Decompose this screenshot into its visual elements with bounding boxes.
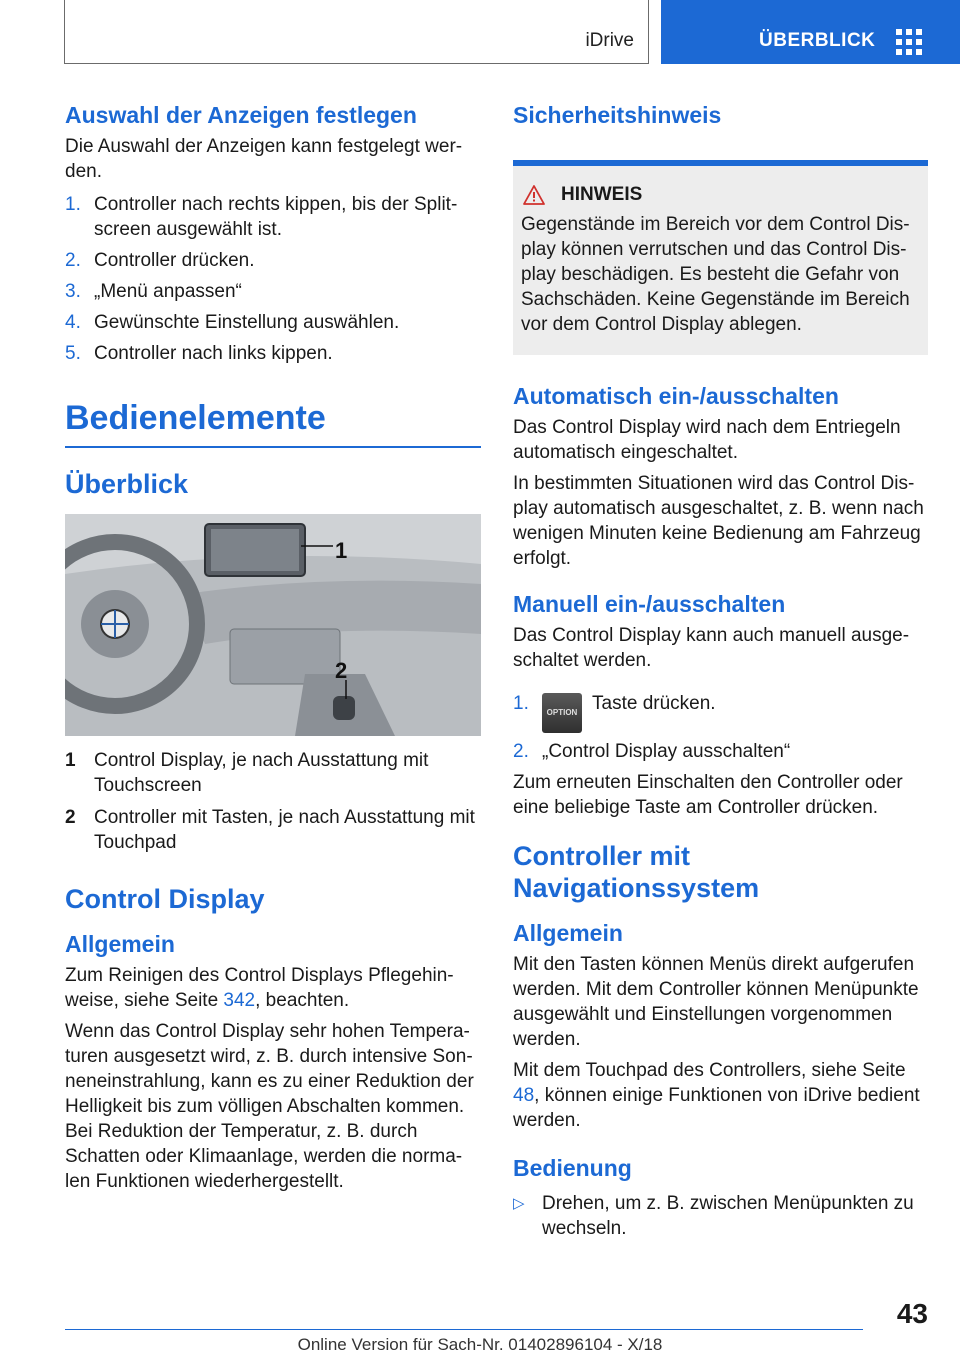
header-chapter-title: ÜBERBLICK [759, 30, 876, 51]
triangle-bullet-icon: ▷ [513, 1195, 525, 1212]
manuell-text: Das Control Display kann auch manuell ausge‐schaltet werden. [513, 625, 910, 671]
left-column [65, 100, 481, 1200]
page-reference-link[interactable]: 342 [223, 990, 256, 1011]
grid-menu-icon[interactable] [896, 29, 922, 55]
header-bar [64, 0, 649, 64]
allgemein-heading-right: Allgemein [513, 920, 623, 946]
auswahl-steps [65, 192, 481, 366]
step-item: 3. „Menü anpassen“ [65, 281, 242, 302]
warning-triangle-icon [523, 185, 545, 205]
ueberblick-heading: Überblick [65, 469, 189, 499]
temperatur-text: Wenn das Control Display sehr hohen Tempera‐turen ausgesetzt wird, z. B. durch intensive Son‐neneinstrahlung, kann es zu einer Reduktion der Helligkeit bis zum völligen Abschalten kommen. Bei Reduktion der Temperatur, z. B. durch Schatten oder Klimaanlage, werden die norma‐len Funktionen wiederhergestellt. [65, 1021, 474, 1192]
bedienung-heading: Bedienung [513, 1155, 632, 1181]
legend-item: 1 Control Display, je nach Ausstattung mit Touchscreen [65, 750, 429, 796]
auswahl-heading: Auswahl der Anzeigen festlegen [65, 102, 417, 128]
reinigen-text: Zum Reinigen des Control Displays Pflegehin‐weise, siehe Seite 342, beachten. [65, 965, 454, 1011]
allgemein-text-1: Mit den Tasten können Menüs direkt aufgerufen werden. Mit dem Controller können Menüpunkte ausgewählt und Einstellungen vorgenommen werden. [513, 954, 919, 1050]
automatisch-text-1: Das Control Display wird nach dem Entriegeln automatisch eingeschaltet. [513, 417, 901, 463]
legend-item: 2 Controller mit Tasten, je nach Ausstattung mit Touchpad [65, 807, 475, 853]
manuell-steps [513, 691, 928, 764]
photo-legend [65, 748, 481, 855]
controller-heading: Controller mit Navigationssystem [513, 841, 760, 903]
step-item: 5. Controller nach links kippen. [65, 343, 333, 364]
allgemein-heading: Allgemein [65, 931, 175, 957]
bedienelemente-heading-block [65, 396, 481, 448]
right-column [513, 100, 928, 1241]
step-item: 4. Gewünschte Einstellung auswählen. [65, 312, 400, 333]
step-item: 2. Controller drücken. [65, 250, 255, 271]
sicherheitshinweis-heading: Sicherheitshinweis [513, 102, 722, 128]
page-reference-link[interactable]: 48 [513, 1085, 535, 1106]
automatisch-text-2: In bestimmten Situationen wird das Control Dis‐play automatisch ausgeschaltet, z. B. wenn nach wenigen Minuten keine Bedienung am Fahrzeug erfolgt. [513, 473, 924, 569]
notice-label: HINWEIS [561, 184, 643, 205]
step-item: 2. „Control Display ausschalten“ [513, 741, 791, 762]
step-item: 1. OPTION Taste drücken. [513, 691, 928, 733]
manuell-after-text: Zum erneuten Einschalten den Controller oder eine beliebige Taste am Controller drücken. [513, 772, 903, 818]
notice-box [513, 160, 928, 355]
callout-label: 2 [335, 658, 348, 683]
callout-label: 1 [335, 538, 348, 563]
footer-online-version: Online Version für Sach-Nr. 01402896104 - X/18 [297, 1335, 663, 1354]
page-number: 43 [896, 1298, 928, 1329]
option-button-icon: OPTION [542, 693, 582, 733]
automatisch-heading: Automatisch ein-/ausschalten [513, 383, 839, 409]
step-item: 1. Controller nach rechts kippen, bis der Split‐screen ausgewählt ist. [65, 194, 458, 240]
list-item: ▷ Drehen, um z. B. zwischen Menüpunkten zu wechseln. [513, 1193, 914, 1239]
header-section-title: iDrive [585, 30, 634, 51]
bedienung-list [513, 1191, 928, 1241]
notice-title [523, 184, 920, 206]
footer-divider [65, 1329, 863, 1330]
manuell-heading: Manuell ein-/ausschalten [513, 591, 786, 617]
touchpad-text: Mit dem Touchpad des Controllers, siehe Seite 48, können einige Funktionen von iDrive bedient werden. [513, 1060, 920, 1131]
header-chapter-tab[interactable] [661, 0, 960, 64]
cockpit-photo [65, 514, 481, 736]
bedienelemente-heading: Bedienelemente [65, 399, 326, 437]
notice-text: Gegenstände im Bereich vor dem Control Dis‐play können verrutschen und das Control Dis‐play beschädigen. Es besteht die Gefahr von Sachschäden. Keine Gegenstände im Bereich vor dem Control Display ablegen. [521, 214, 910, 335]
auswahl-text: Die Auswahl der Anzeigen kann festgelegt wer‐den. [65, 136, 463, 182]
control-display-heading: Control Display [65, 884, 265, 914]
